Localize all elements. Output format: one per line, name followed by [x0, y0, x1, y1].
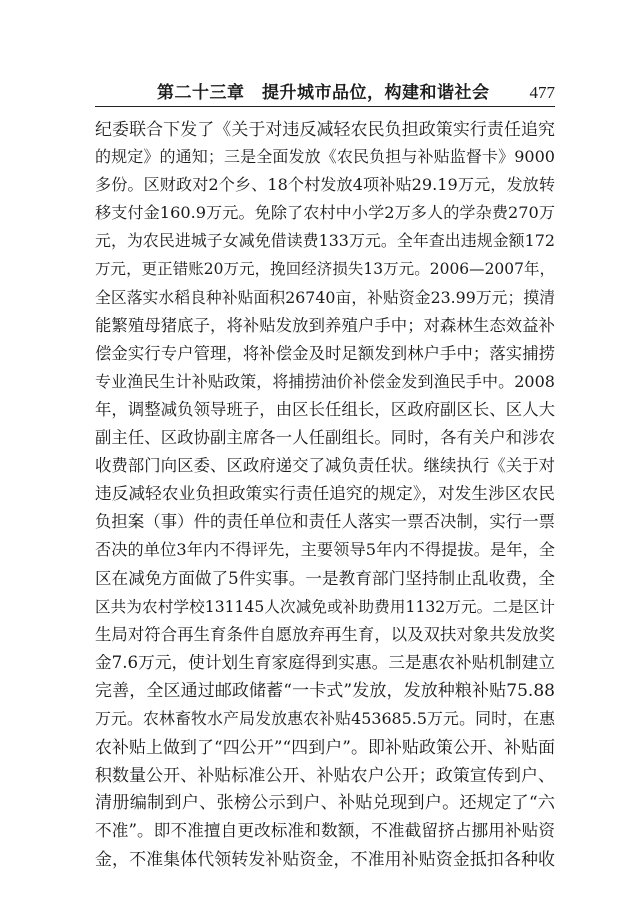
text-line: 移支付金160.9万元。免除了农村中小学2万多人的学杂费270万 — [95, 203, 555, 223]
text-line: 金7.6万元，使计划生育家庭得到实惠。三是惠农补贴机制建立 — [95, 652, 555, 672]
text-line: 收费部门向区委、区政府递交了减负责任状。继续执行《关于对 — [95, 456, 555, 476]
text-line: 清册编制到户、张榜公示到户、补贴兑现到户。还规定了“六 — [95, 793, 555, 814]
body-text — [95, 115, 555, 874]
running-header — [95, 80, 555, 107]
text-line: 万元，更正错账20万元，挽回经济损失13万元。2006—2007年， — [95, 260, 555, 279]
text-line: 专业渔民生计补贴政策，将捕捞油价补偿金发到渔民手中。2008 — [95, 371, 555, 391]
text-line: 的规定》的通知；三是全面发放《农民负担与补贴监督卡》9000 — [95, 147, 555, 167]
page-number: 477 — [529, 83, 555, 102]
chapter-title: 第二十三章 提升城市品位，构建和谐社会 — [157, 83, 490, 103]
text-line: 积数量公开、补贴标准公开、补贴农户公开；政策宣传到户、 — [95, 765, 555, 786]
text-line: 金，不准集体代领转发补贴资金，不准用补贴资金抵扣各种收 — [95, 849, 555, 870]
text-line: 完善，全区通过邮政储蓄“一卡式”发放，发放种粮补贴75.88 — [95, 680, 555, 701]
text-line: 元，为农民进城子女减免借读费133万元。全年查出违规金额172 — [95, 231, 555, 251]
text-line: 负担案（事）件的责任单位和责任人落实一票否决制，实行一票 — [95, 512, 555, 532]
text-line: 万元。农林畜牧水产局发放惠农补贴453685.5万元。同时，在惠 — [95, 708, 555, 728]
text-line: 区共为农村学校131145人次减免或补助费用1132万元。二是区计 — [95, 597, 555, 616]
text-line: 纪委联合下发了《关于对违反减轻农民负担政策实行责任追究 — [95, 119, 555, 139]
text-line: 区在减免方面做了5件实事。一是教育部门坚持制止乱收费，全 — [95, 568, 555, 588]
text-line: 副主任、区政协副主席各一人任副组长。同时，各有关户和涉农 — [95, 428, 555, 448]
text-line: 全区落实水稻良种补贴面积26740亩，补贴资金23.99万元；摸清 — [95, 287, 555, 307]
text-line: 生局对符合再生育条件自愿放弃再生育，以及双扶对象共发放奖 — [95, 624, 555, 644]
text-line: 不准”。即不准擅自更改标准和数额，不准截留挤占挪用补贴资 — [95, 821, 555, 841]
text-line: 否决的单位3年内不得评先，主要领导5年内不得提拔。是年，全 — [95, 540, 555, 560]
text-line: 年，调整减负领导班子，由区长任组长，区政府副区长、区人大 — [95, 399, 555, 419]
text-line: 农补贴上做到了“四公开”“四到户”。即补贴政策公开、补贴面 — [95, 737, 555, 758]
text-line: 违反减轻农业负担政策实行责任追究的规定》，对发生涉区农民 — [95, 484, 555, 504]
text-line: 多份。区财政对2个乡、18个村发放4项补贴29.19万元，发放转 — [95, 175, 555, 195]
text-line: 偿金实行专户管理，将补偿金及时足额发到林户手中；落实捕捞 — [95, 343, 555, 363]
text-line: 能繁殖母猪底子，将补贴发放到养殖户手中；对森林生态效益补 — [95, 315, 555, 335]
